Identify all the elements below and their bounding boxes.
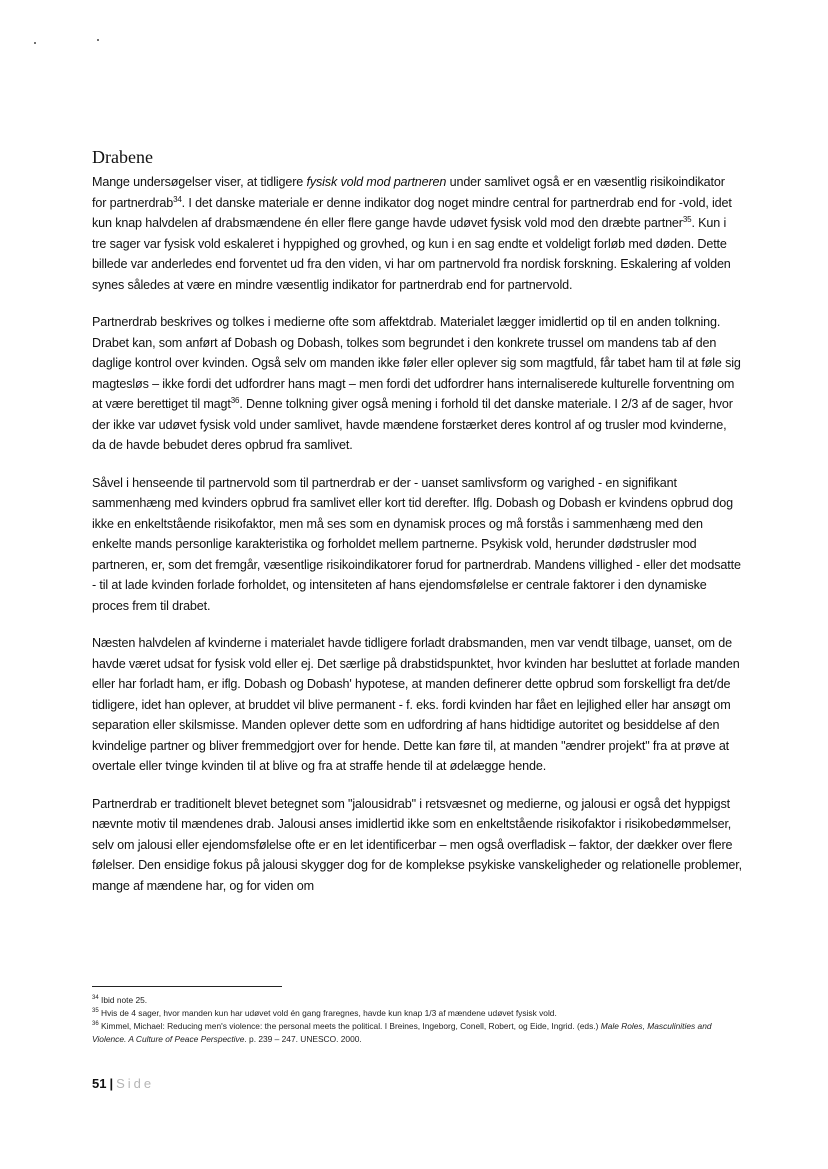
footnote-divider bbox=[92, 986, 282, 987]
section-heading: Drabene bbox=[92, 147, 153, 167]
footnote-ref: 36 bbox=[230, 395, 240, 405]
page-label: Side bbox=[116, 1076, 155, 1091]
footnote-34: $^{34}$ Ibid note 25. bbox=[92, 995, 148, 1005]
footnote-36: $^{36}$ Kimmel, Michael: Reducing men's violence: the personal meets the political. I Breines, Ingeborg, Conell, Robert, og Eide, Ingrid. (eds.) Male Roles, Masculinities and Violence. A Culture of Peace Perspective. p. 239 – 247. UNESCO. 2000. bbox=[92, 1021, 712, 1044]
paragraph-1: Mange undersøgelser viser, at tidligere fysisk vold mod partneren under samlivet også er en væsentlig risikoindikator for partnerdrab$^{34}$. I det danske materiale er denne indikator dog noget mindre central for partnerdrab end for -vold, idet kun knap halvdelen af drabsmændene én eller flere gange havde udøvet fysisk vold mod den dræbte partner$^{35}$. Kun i tre sager var fysisk vold eskaleret i hyppighed og grovhed, og kun i en sag endte et voldeligt forløb med døden. Dette billede var anderledes end forventet ud fra den viden, vi har om partnervold fra nordisk forskning. Eskalering af volden synes således at være en mindre væsentlig indikator for partnerdrab end for partnervold. bbox=[92, 175, 732, 292]
footnote-ref: 35 bbox=[682, 214, 692, 224]
main-content bbox=[92, 146, 742, 913]
scan-speck bbox=[34, 42, 36, 44]
page-separator: | bbox=[109, 1076, 114, 1091]
page-number: 51 bbox=[92, 1076, 107, 1091]
page-footer bbox=[92, 1076, 154, 1092]
footnote-35: $^{35}$ Hvis de 4 sager, hvor manden kun har udøvet vold én gang fraregnes, havde kun knap 1/3 af mændene udøvet fysisk vold. bbox=[92, 1008, 557, 1018]
paragraph-3: Såvel i henseende til partnervold som til partnerdrab er der - uanset samlivsform og varighed - en signifikant sammenhæng med kvinders opbrud fra samlivet eller kort tid derefter. Iflg. Dobash og Dobash er kvindens opbrud dog ikke en enkeltstående risikofaktor, men må ses som en dynamisk proces og må forstås i sammenhæng med den enkelte mands personlige karakteristika og forholdet mellem partnerne. Psykisk vold, herunder dødstrusler mod partneren, er, som det fremgår, væsentlige risikoindikatorer forud for partnerdrab. Mandens villighed - eller det modsatte - til at lade kvinden forlade forholdet, og intensiteten af hans ejendomsfølelse er centrale faktorer i den dynamiske proces frem til drabet. bbox=[92, 475, 741, 613]
footnote-ref: 34 bbox=[173, 194, 182, 204]
paragraph-2: Partnerdrab beskrives og tolkes i medierne ofte som affektdrab. Materialet lægger imidlertid op til en anden tolkning. Drabet kan, som anført af Dobash og Dobash, tolkes som begrundet i den konkrete trussel om mandens tab af den daglige kontrol over kvinden. Også selv om manden ikke føler eller oplever sig som magtfuld, får tabet ham til at føle sig magtesløs – ikke fordi det udfordrer hans magt – men fordi det udfordrer hans internaliserede kulturelle forventning om at være berettiget til magt$^{36}$. Denne tolkning giver også mening i forhold til det danske materiale. I 2/3 af de sager, hvor der ikke var udøvet fysisk vold under samlivet, havde mændene forstærket deres kontrol af og trusler mod kvinderne, da de havde bebudet deres opbrud fra samlivet. bbox=[92, 315, 741, 452]
scan-speck bbox=[97, 39, 99, 41]
paragraph-5: Partnerdrab er traditionelt blevet betegnet som "jalousidrab" i retsvæsnet og medierne, og jalousi er også det hyppigst nævnte motiv til mændenes drab. Jalousi anses imidlertid ikke som en enkeltstående risikofaktor i risikobedømmelser, selv om jalousi eller ejendomsfølelse ofte er en let identificerbar – men også overfladisk – faktor, der dækker over flere følelser. Den ensidige fokus på jalousi skygger dog for de komplekse psykiske vanskeligheder og relationelle problemer, mange af mændene har, og for viden om bbox=[92, 796, 742, 893]
paragraph-4: Næsten halvdelen af kvinderne i materialet havde tidligere forladt drabsmanden, men var vendt tilbage, uanset, om de havde været udsat for fysisk vold eller ej. Det særlige på drabstidspunktet, hvor kvinden har besluttet at forlade manden eller har forladt ham, er iflg. Dobash og Dobash' hypotese, at manden definerer dette opbrud som forskelligt fra det/de tidligere, idet han oplever, at bruddet vil blive permanent - f. eks. fordi kvinden har fået en lejlighed eller har ansøgt om separation eller skilsmisse. Manden oplever dette som en udfordring af hans hidtidige autoritet og besiddelse af den kvindelige partner og bliver fremmedgjort over for hende. Dette kan føre til, at manden "ændrer projekt" fra at prøve at overtale eller tvinge kvinden til at blive og fra at straffe hende til at ødelægge hende. bbox=[92, 636, 740, 773]
emphasis-text: fysisk vold mod partneren bbox=[306, 175, 447, 189]
footnotes bbox=[92, 994, 742, 1046]
